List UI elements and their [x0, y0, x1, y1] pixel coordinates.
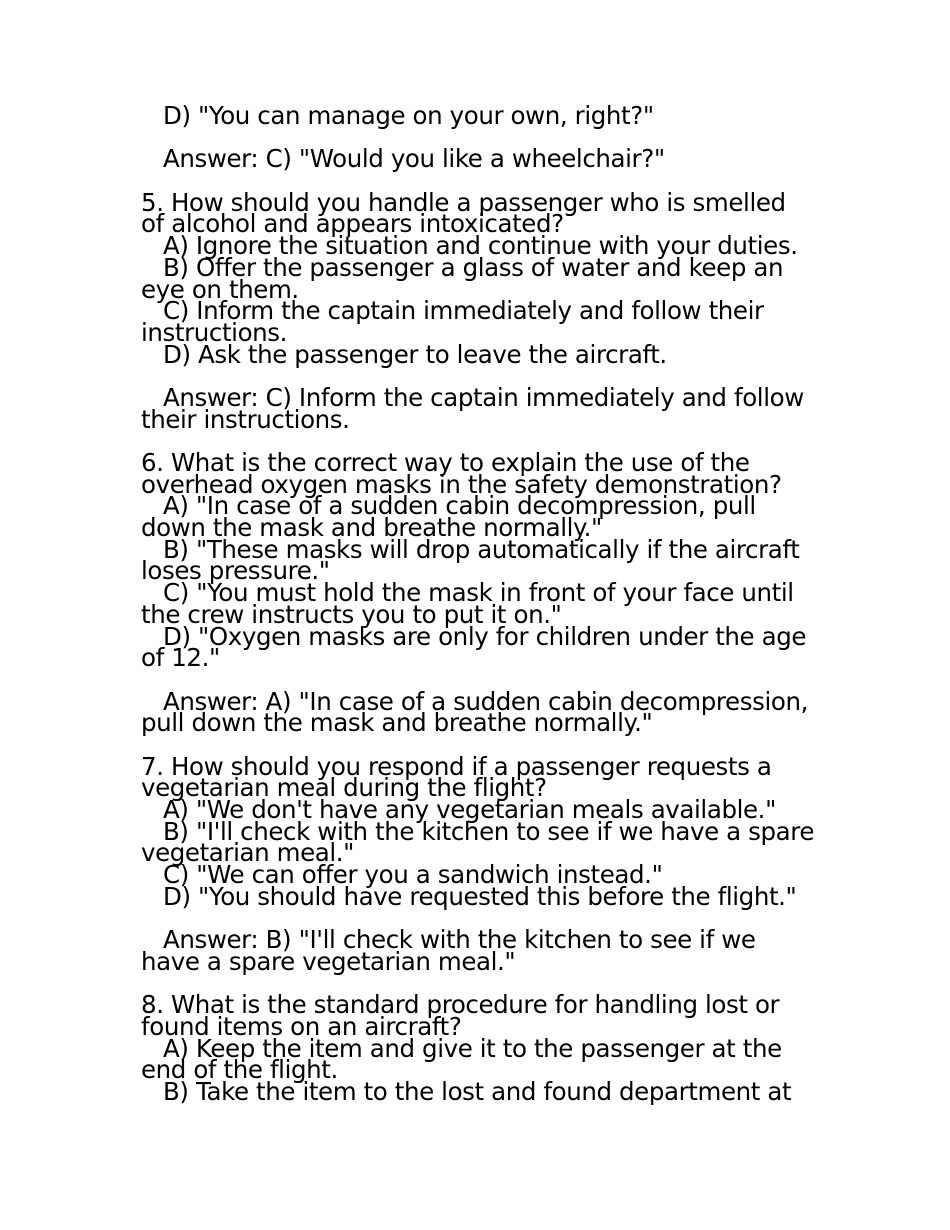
text-line: eye on them.: [141, 274, 299, 304]
text-line: 8. What is the standard procedure for handling lost or: [141, 990, 780, 1020]
indented-text-line: Answer: B) "I'll check with the kitchen to see if we: [163, 925, 756, 955]
text-line: 7. How should you respond if a passenger requests a: [141, 751, 772, 781]
indented-text-line: D) "You should have requested this before the flight.": [163, 881, 797, 911]
indented-text-line: A) "We don't have any vegetarian meals available.": [163, 795, 776, 824]
indented-text-line: D) "You can manage on your own, right?": [163, 101, 654, 130]
text-line: pull down the mask and breathe normally.": [141, 708, 653, 738]
indented-text-line: B) Offer the passenger a glass of water and keep an: [163, 252, 784, 282]
indented-text-line: B) Take the item to the lost and found department at: [163, 1076, 792, 1106]
text-line: down the mask and breathe normally.": [141, 513, 602, 543]
indented-text-line: Answer: A) "In case of a sudden cabin decompression,: [163, 686, 808, 716]
indented-text-line: Answer: C) "Would you like a wheelchair?": [163, 144, 665, 174]
text-line: the crew instructs you to put it on.": [141, 599, 562, 629]
indented-text-line: C) Inform the captain immediately and follow their: [163, 296, 764, 326]
text-line: their instructions.: [141, 404, 350, 434]
indented-text-line: B) "These masks will drop automatically if the aircraft: [163, 534, 800, 564]
text-line: vegetarian meal during the flight?: [141, 773, 547, 803]
text-line: found items on an aircraft?: [141, 1011, 462, 1041]
text-line: have a spare vegetarian meal.": [141, 946, 516, 976]
indented-text-line: D) Ask the passenger to leave the aircraft.: [163, 339, 667, 369]
indented-text-line: C) "We can offer you a sandwich instead.": [163, 860, 663, 890]
text-line: instructions.: [141, 317, 288, 347]
text-line: vegetarian meal.": [141, 838, 355, 868]
indented-text-line: A) "In case of a sudden cabin decompression, pull: [163, 491, 756, 521]
text-line: 5. How should you handle a passenger who is smelled: [141, 187, 786, 217]
indented-text-line: C) "You must hold the mask in front of your face until: [163, 578, 794, 608]
indented-text-line: D) "Oxygen masks are only for children under the age: [163, 621, 807, 651]
indented-text-line: A) Keep the item and give it to the passenger at the: [163, 1033, 782, 1063]
indented-text-line: B) "I'll check with the kitchen to see if we have a spare: [163, 816, 815, 846]
text-line: loses pressure.": [141, 556, 330, 586]
text-line: of 12.": [141, 643, 220, 673]
text-line: end of the flight.: [141, 1055, 338, 1085]
indented-text-line: A) Ignore the situation and continue with your duties.: [163, 231, 798, 261]
text-line: 6. What is the correct way to explain the use of the: [141, 448, 750, 477]
text-line: overhead oxygen masks in the safety demonstration?: [141, 469, 782, 499]
text-line: of alcohol and appears intoxicated?: [141, 209, 564, 239]
document-page: [141, 101, 821, 1106]
indented-text-line: Answer: C) Inform the captain immediately and follow: [163, 382, 804, 412]
